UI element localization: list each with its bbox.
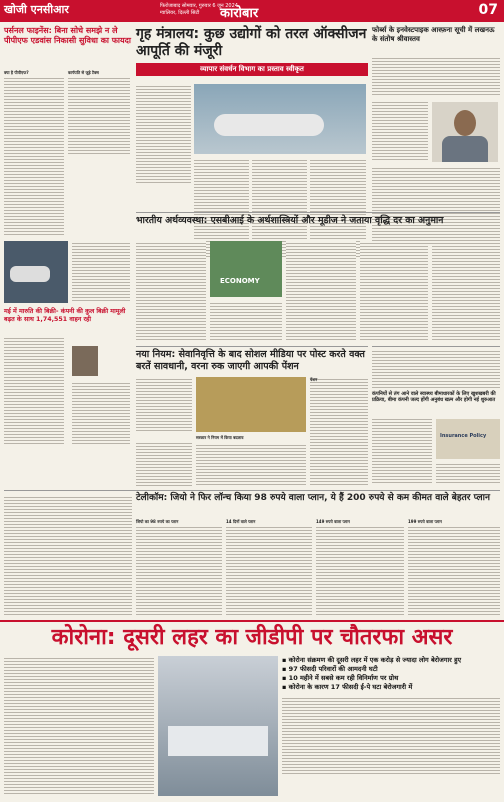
text-block (68, 76, 130, 156)
text-block (432, 241, 500, 341)
telecom-col-4 (408, 519, 500, 617)
covid-bullets (282, 656, 500, 774)
left-headline-2: मई में मारुति की बिक्री- कंपनी की कुल बिक्री मामूली बढ़त के साथ 1,74,551 वाहन रही (4, 308, 126, 323)
text-block (360, 241, 428, 341)
telecom-story (4, 490, 500, 619)
section-title: कारोबार (220, 6, 259, 21)
text-block (72, 241, 130, 303)
text-block (282, 696, 500, 774)
newspaper-logo: खोजी एनसीआर (4, 3, 69, 16)
page-number: 07 (478, 2, 498, 18)
main-headline: गृह मंत्रालय: कुछ उद्योगों को तरल ऑक्सीजन आपूर्ति की मंजूरी (136, 26, 367, 59)
oxygen-tanker-photo (194, 84, 366, 154)
person-photo (432, 102, 498, 162)
text-block (136, 84, 191, 184)
telecom-subhead-3: 149 रुपये वाला प्लान (316, 519, 350, 524)
text-block (372, 349, 500, 389)
text-block (72, 381, 130, 446)
text-block (372, 100, 428, 160)
text-block (4, 336, 64, 446)
covid-bullet-4: ▪ कोरोना के कारण 17 फीसदी ई-पे घटा बेरोजगारी में (282, 683, 413, 691)
text-block (372, 56, 500, 96)
left-text-b (68, 70, 130, 240)
insurance-headline: कंपनियों से तंग आने वाले स्वास्थ्य बीमाधारकों के लिए खुशखबरी की प्रक्रिया, बीमा कंपनी जल्द होंगी अनुबंध खत्म और होगी नई शुरुआत (372, 391, 496, 404)
main-story (136, 26, 368, 76)
text-block (136, 441, 192, 487)
text-block (4, 76, 64, 236)
text-block (408, 525, 500, 617)
text-block (196, 443, 306, 487)
telecom-col-3 (316, 519, 404, 617)
text-block (210, 301, 282, 341)
pension-headline: नया नियम: सेवानिवृत्ति के बाद सोशल मीडिया पर पोस्ट करते वक्त बरतें सावधानी, वरना रुक जाएगी आपकी पेंशन (136, 349, 365, 372)
economy-photo (210, 241, 282, 297)
covid-bullet-2: ▪ 97 फीसदी परिवारों की आमदनी घटी (282, 665, 378, 673)
forbes-headline: फोर्ब्स के इनवेस्टपाइक आस्फ़ना सूची में लखनऊ के संतोष श्रीवास्तव (372, 26, 495, 43)
forbes-story (372, 26, 500, 44)
text-block (136, 377, 192, 432)
person-photo (72, 346, 98, 376)
pension-subhead: पेंशन (310, 377, 318, 382)
insurance-photo-label: Insurance Policy (440, 433, 487, 439)
currency-photo (196, 377, 306, 432)
text-block (436, 462, 500, 485)
left-subhead-1: क्या है पीपीएफ? (4, 70, 29, 75)
covid-story (0, 620, 504, 802)
telecom-subhead-1: जियो का 98 रुपये का प्लान (136, 519, 179, 524)
car-photo (4, 241, 68, 303)
covid-bullet-1-text: कोरोना संक्रमण की दूसरी लहर में एक करोड़ से ज्यादा लोग बेरोजगार हुए (288, 656, 462, 664)
covid-bullet-2-text: 97 फीसदी परिवारों की आमदनी घटी (288, 665, 378, 673)
telecom-col-2 (226, 519, 312, 617)
masthead (0, 0, 504, 22)
telecom-subhead-2: 14 दिनों वाले प्लान (226, 519, 256, 524)
text-block (4, 495, 132, 615)
dateline-1: फिरोजाबाद सोमवार, गुरुवार 6 जून 2024 (160, 3, 238, 9)
economy-headline: भारतीय अर्थव्यवस्था: एसबीआई के अर्थशास्त्रियों और मूडीज ने जताया वृद्धि दर का अनुमान (136, 215, 444, 226)
main-tag: व्यापार संवर्धन विभाग का प्रस्ताव स्वीकृत (136, 63, 368, 76)
insurance-photo (436, 419, 500, 459)
covid-bullet-4-text: कोरोना के कारण 17 फीसदी ई-पे घटा बेरोजगारी में (288, 683, 413, 691)
left-subhead-2: कार्यपति से जुड़े टैक्स (68, 70, 99, 75)
dateline-2: ग्वालियर, दिल्ली सिटी (160, 10, 200, 16)
text-block (372, 417, 432, 485)
pension-story (136, 346, 368, 487)
text-block (310, 377, 368, 487)
telecom-subhead-4: 199 रुपये वाला प्लान (408, 519, 442, 524)
left-column (4, 26, 132, 323)
left-headline-1: पर्सनल फाइनेंस: बिना सोचे समझे न ले पीपीएफ एडवांस निकासी सुविधा का फायदा (4, 26, 131, 45)
text-block (4, 656, 154, 796)
text-block (316, 525, 404, 617)
covid-bullet-3: ▪ 10 महीने में सबसे कम रही विनिर्माण पर ग्रोथ (282, 674, 399, 682)
text-block (136, 525, 222, 617)
covid-bullet-3-text: 10 महीने में सबसे कम रही विनिर्माण पर ग्रोथ (288, 674, 399, 682)
left-text-a (4, 70, 64, 240)
insurance-story (372, 346, 500, 487)
covid-headline: कोरोना: दूसरी लहर का जीडीपी पर चौतरफा असर (51, 625, 453, 650)
telecom-headline: टेलीकॉम: जियो ने फिर लॉन्च किया 98 रुपये वाला प्लान, ये हैं 200 रुपये से कम कीमत वाले बेहतर प्लान (136, 493, 490, 503)
text-block (136, 241, 206, 341)
economy-story (136, 212, 500, 343)
pension-subhead-2: सरकार ने नियम में किया बदलाव (196, 435, 244, 440)
economy-photo-label: ECONOMY (220, 277, 260, 285)
telecom-col-1 (136, 519, 222, 617)
factory-photo (158, 656, 278, 796)
text-block (286, 241, 356, 341)
covid-bullet-1: ▪ कोरोना संक्रमण की दूसरी लहर में एक करोड़ से ज्यादा लोग बेरोजगार हुए (282, 656, 462, 664)
text-block (226, 525, 312, 617)
